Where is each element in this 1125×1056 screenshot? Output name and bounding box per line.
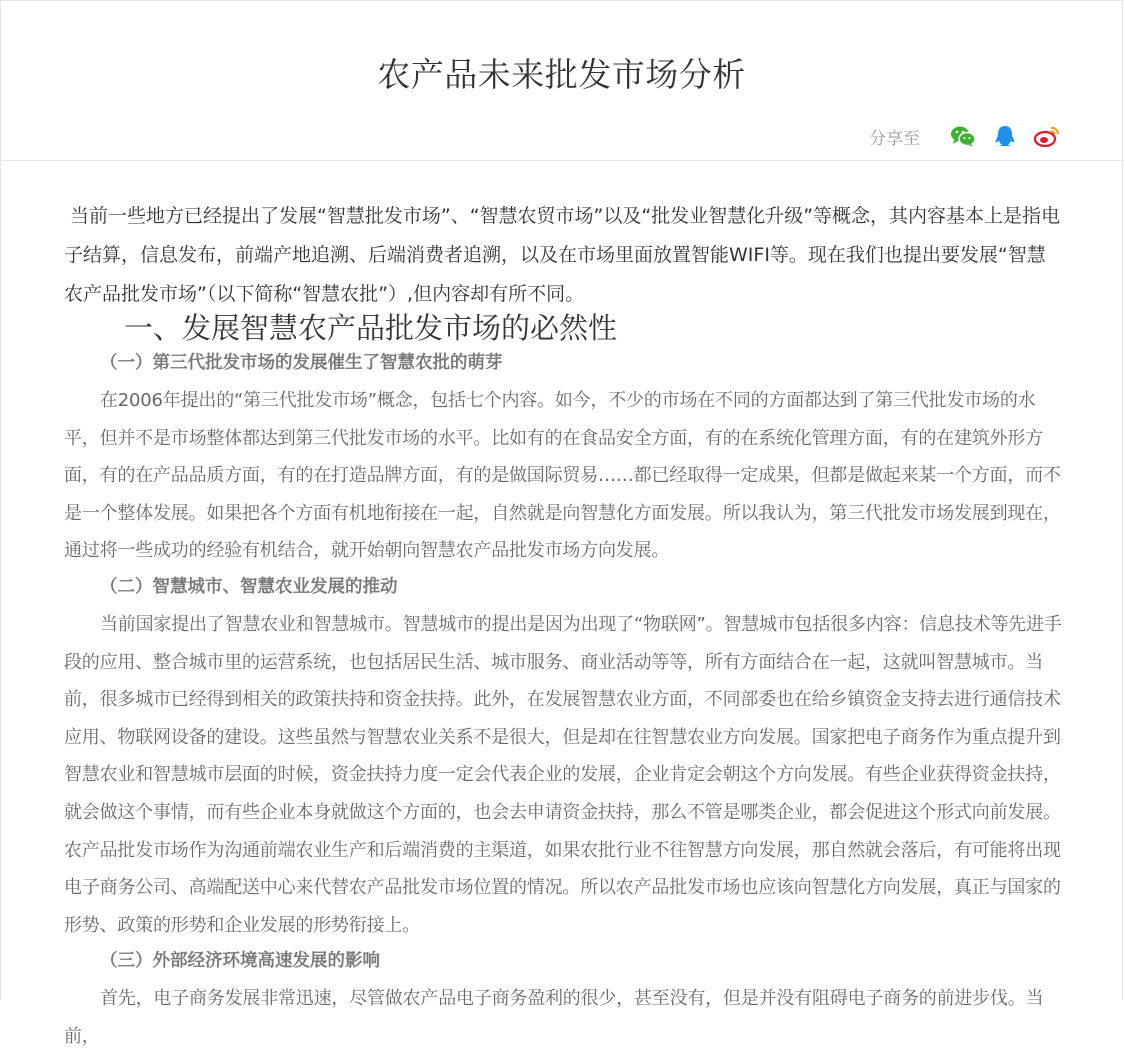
subsection-heading-3: （三）外部经济环境高速发展的影响	[100, 951, 380, 972]
article-body	[64, 197, 1064, 1056]
paragraph-1: 在2006年提出的“第三代批发市场”概念，包括七个内容。如今，不少的市场在不同的方面都达到了第三代批发市场的水平，但并不是市场整体都达到第三代批发市场的水平。比如有的在食品安全方面，有的在系统化管理方面，有的在建筑外形方面，有的在产品品质方面，有的在打造品牌方面，有的是做国际贸易……都已经取得一定成果，但都是做起来某一个方面，而不是一个整体发展。如果把各个方面有机地衔接在一起，自然就是向智慧化方面发展。所以我认为，第三代批发市场发展到现在，通过将一些成功的经验有机结合，就开始朝向智慧农产品批发市场方向发展。	[64, 390, 1061, 562]
subsection-heading-2: （二）智慧城市、智慧农业发展的推动	[100, 576, 398, 597]
article-header	[1, 1, 1122, 161]
section-heading: 一、发展智慧农产品批发市场的必然性	[124, 311, 618, 345]
paragraph-2: 当前国家提出了智慧农业和智慧城市。智慧城市的提出是因为出现了“物联网”。智慧城市包括很多内容：信息技术等先进手段的应用、整合城市里的运营系统，也包括居民生活、城市服务、商业活动等等，所有方面结合在一起，这就叫智慧城市。当前，很多城市已经得到相关的政策扶持和资金扶持。此外，在发展智慧农业方面，不同部委也在给乡镇资金支持去进行通信技术应用、物联网设备的建设。这些虽然与智慧农业关系不是很大，但是却在往智慧农业方向发展。国家把电子商务作为重点提升到智慧农业和智慧城市层面的时候，资金扶持力度一定会代表企业的发展，企业肯定会朝这个方向发展。有些企业获得资金扶持，就会做这个事情，而有些企业本身就做这个方面的，也会去申请资金扶持，那么不管是哪类企业，都会促进这个形式向前发展。农产品批发市场作为沟通前端农业生产和后端消费的主渠道，如果农批行业不往智慧方向发展，那自然就会落后，有可能将出现电子商务公司、高端配送中心来代替农产品批发市场位置的情况。所以农产品批发市场也应该向智慧化方向发展，真正与国家的形势、政策的形势和企业发展的形势衔接上。	[64, 613, 1062, 936]
share-bar	[869, 123, 1060, 149]
qq-icon[interactable]	[992, 125, 1018, 147]
intro-paragraph: 当前一些地方已经提出了发展“智慧批发市场”、“智慧农贸市场”以及“批发业智慧化升级”等概念，其内容基本上是指电子结算，信息发布，前端产地追溯、后端消费者追溯，以及在市场里面放置智能WIFI等。现在我们也提出要发展“智慧农产品批发市场”（以下简称“智慧农批”）,但内容却有所不同。	[64, 205, 1061, 305]
paragraph-3: 首先，电子商务发展非常迅速，尽管做农产品电子商务盈利的很少，甚至没有，但是并没有阻碍电子商务的前进步伐。当前，	[64, 988, 1044, 1047]
wechat-icon[interactable]	[950, 125, 976, 147]
article-title: 农产品未来批发市场分析	[377, 55, 746, 94]
weibo-icon[interactable]	[1034, 125, 1060, 147]
subsection-heading-1: （一）第三代批发市场的发展催生了智慧农批的萌芽	[100, 353, 503, 373]
share-label: 分享至	[869, 128, 920, 149]
